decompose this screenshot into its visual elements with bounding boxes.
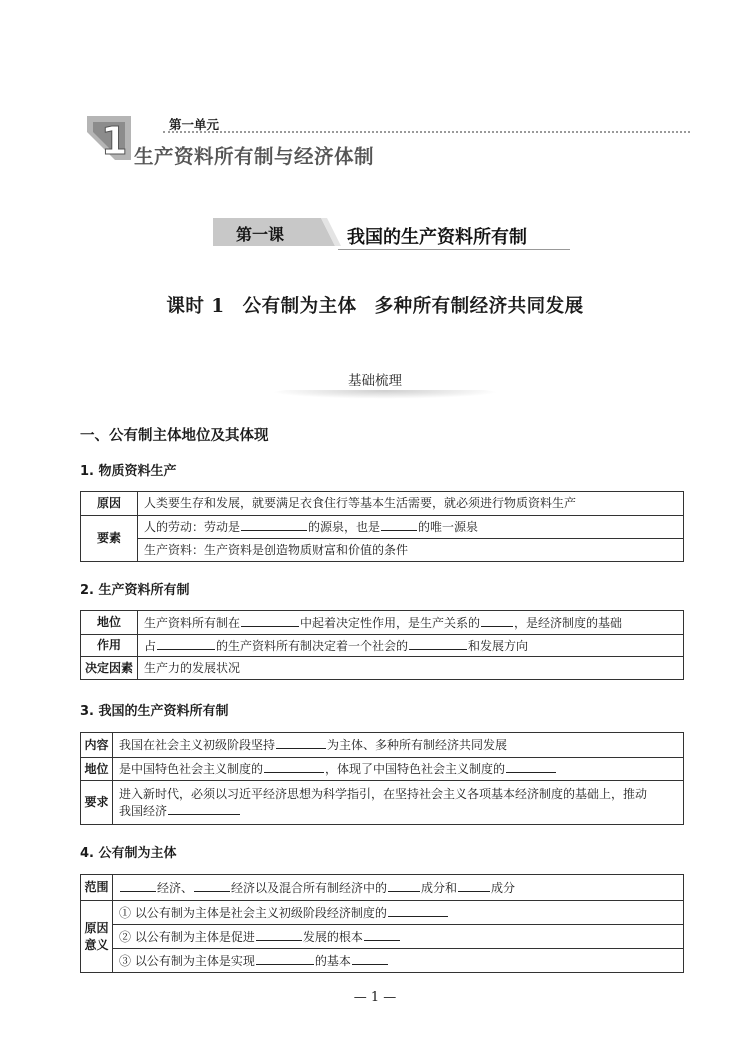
row-label: 作用 — [81, 635, 138, 657]
unit-number-badge — [85, 114, 133, 162]
class-title-part-2: 多种所有制经济共同发展 — [374, 296, 584, 317]
cell-text: 占 的生产资料所有制决定着一个社会的 和发展方向 — [138, 635, 684, 657]
table-row — [81, 492, 684, 516]
lesson-title: 我国的生产资料所有制 — [347, 227, 527, 248]
table-row — [81, 657, 684, 680]
table-row — [81, 758, 684, 781]
row-label: 原因 意义 — [81, 901, 113, 973]
cell-text: 进入新时代，必须以习近平经济思想为科学指引，在坚持社会主义各项基本经济制度的基础上，推动 我国经济 — [113, 781, 684, 825]
row-label: 要素 — [81, 516, 138, 562]
table-china-ownership — [80, 732, 684, 825]
subheading-material-production: 1. 物质资料生产 — [80, 464, 177, 479]
cell-text: 人的劳动：劳动是 的源泉，也是 的唯一源泉 — [138, 516, 684, 539]
table-row — [81, 539, 684, 562]
fill-blank[interactable] — [381, 518, 417, 531]
fill-blank[interactable] — [458, 879, 490, 892]
lesson-title-underline — [338, 249, 570, 250]
fill-blank[interactable] — [168, 802, 240, 815]
fill-blank[interactable] — [256, 928, 302, 941]
fill-blank[interactable] — [388, 879, 420, 892]
table-ownership — [80, 610, 684, 680]
cell-text: ① 以公有制为主体是社会主义初级阶段经济制度的 — [113, 901, 684, 925]
fill-blank[interactable] — [409, 637, 467, 650]
cell-text: 生产资料所有制在 中起着决定性作用，是生产关系的 ，是经济制度的基础 — [138, 611, 684, 635]
cell-text: 人类要生存和发展，就要满足衣食住行等基本生活需要，就必须进行物质资料生产 — [138, 492, 684, 516]
fill-blank[interactable] — [241, 614, 299, 627]
unit-numeral: 1 — [101, 119, 128, 162]
fill-blank[interactable] — [352, 952, 388, 965]
cell-text: 我国在社会主义初级阶段坚持 为主体、多种所有制经济共同发展 — [113, 733, 684, 758]
cell-text: 经济、 经济以及混合所有制经济中的 成分和 成分 — [113, 875, 684, 901]
fill-blank[interactable] — [506, 760, 556, 773]
fill-blank[interactable] — [120, 879, 156, 892]
table-row — [81, 516, 684, 539]
class-number: 课时 1 — [166, 296, 225, 317]
fill-blank[interactable] — [481, 614, 513, 627]
table-row — [81, 875, 684, 901]
lesson-tab: 第一课 — [236, 225, 285, 244]
fill-blank[interactable] — [388, 904, 448, 917]
section-heading: 基础梳理 — [348, 373, 402, 389]
table-row — [81, 949, 684, 973]
fill-blank[interactable] — [264, 760, 324, 773]
fill-blank[interactable] — [157, 637, 215, 650]
table-row — [81, 635, 684, 657]
cell-text: ③ 以公有制为主体是实现 的基本 — [113, 949, 684, 973]
fill-blank[interactable] — [256, 952, 314, 965]
subheading-china-ownership: 3. 我国的生产资料所有制 — [80, 704, 229, 719]
table-row — [81, 925, 684, 949]
cell-text: 生产力的发展状况 — [138, 657, 684, 680]
table-row — [81, 611, 684, 635]
row-label: 原因 — [81, 492, 138, 516]
row-label: 决定因素 — [81, 657, 138, 680]
subheading-ownership: 2. 生产资料所有制 — [80, 583, 190, 598]
topic-heading: 一、公有制主体地位及其体现 — [80, 428, 269, 444]
row-label: 地位 — [81, 611, 138, 635]
page-number: — 1 — — [353, 990, 397, 1005]
subheading-public-ownership: 4. 公有制为主体 — [80, 846, 177, 861]
cell-text: 是中国特色社会主义制度的 ，体现了中国特色社会主义制度的 — [113, 758, 684, 781]
row-label: 地位 — [81, 758, 113, 781]
row-label: 内容 — [81, 733, 113, 758]
table-row — [81, 781, 684, 825]
table-material-production — [80, 491, 684, 562]
fill-blank[interactable] — [364, 928, 400, 941]
class-title — [0, 292, 750, 318]
section-heading-shadow — [270, 390, 500, 404]
dotted-divider — [163, 131, 690, 133]
cell-text: 生产资料：生产资料是创造物质财富和价值的条件 — [138, 539, 684, 562]
table-public-ownership — [80, 874, 684, 973]
class-title-part-1: 公有制为主体 — [242, 296, 357, 317]
row-label: 要求 — [81, 781, 113, 825]
fill-blank[interactable] — [241, 518, 307, 531]
table-row — [81, 901, 684, 925]
fill-blank[interactable] — [194, 879, 230, 892]
fill-blank[interactable] — [276, 736, 326, 749]
unit-title: 生产资料所有制与经济体制 — [134, 145, 375, 168]
table-row — [81, 733, 684, 758]
row-label: 范围 — [81, 875, 113, 901]
unit-label: 第一单元 — [169, 117, 220, 132]
cell-text: ② 以公有制为主体是促进 发展的根本 — [113, 925, 684, 949]
